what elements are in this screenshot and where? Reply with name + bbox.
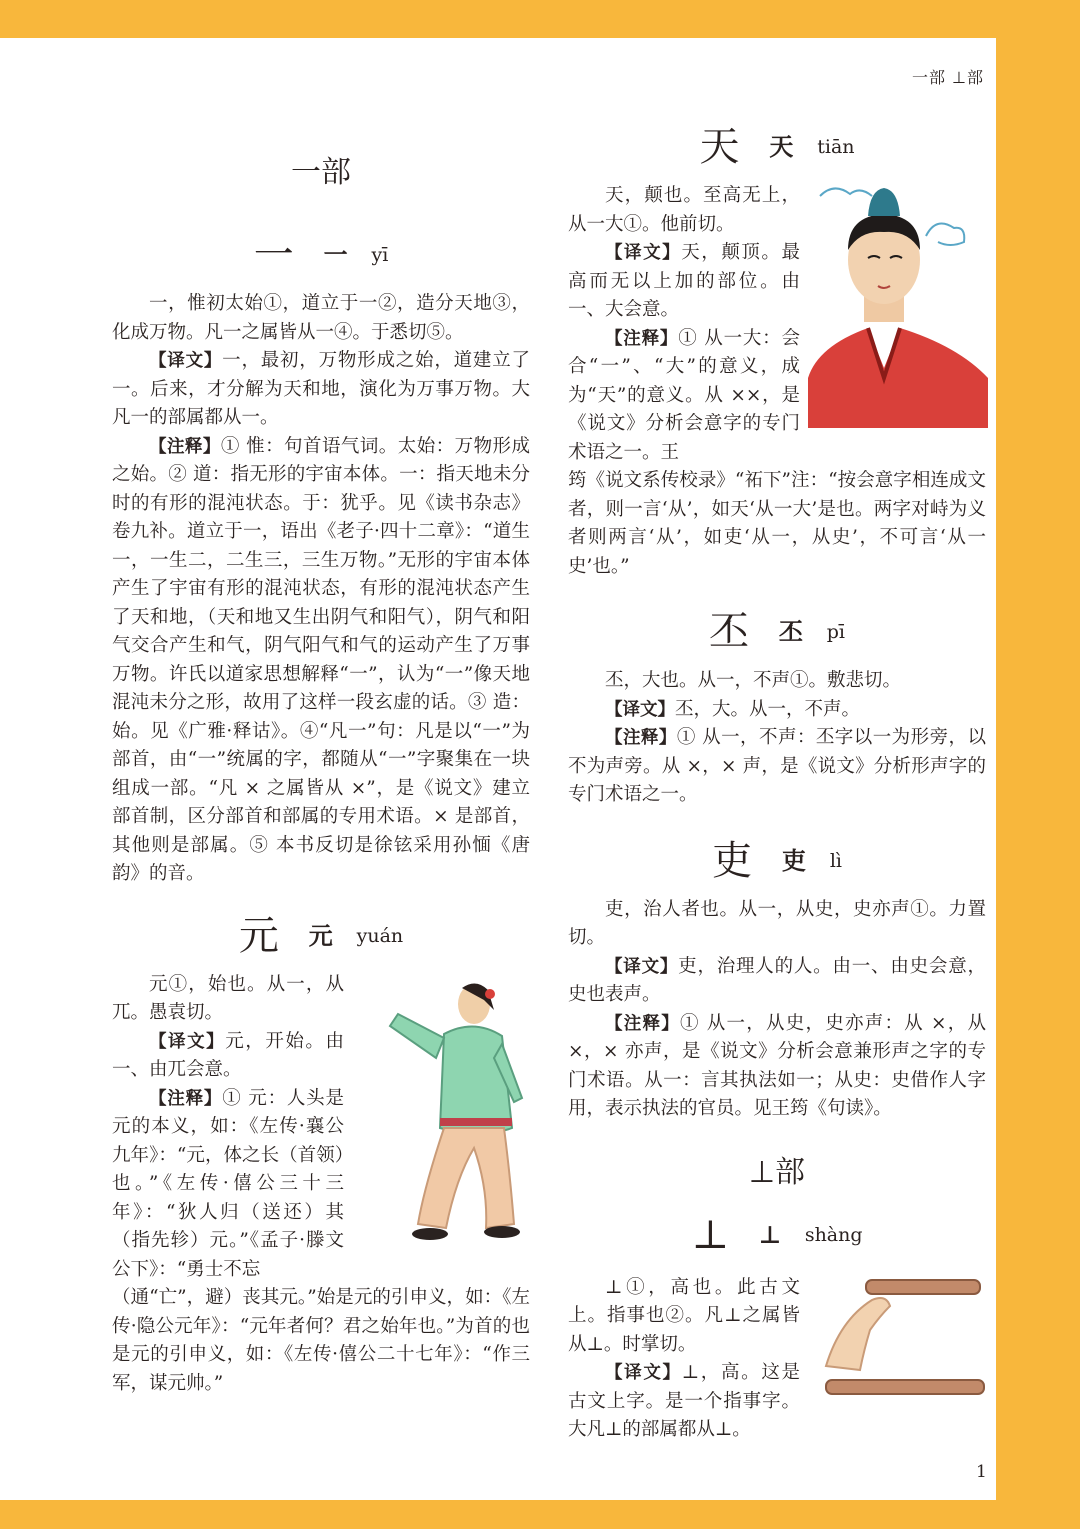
- label-yiwen: 【译文】: [605, 699, 675, 720]
- lower-bar: [826, 1380, 984, 1394]
- label-zhushi: 【注释】: [605, 728, 677, 748]
- entry-heading-shang: [568, 1206, 986, 1264]
- entry-heading-yuan: [112, 907, 530, 965]
- page-number: 1: [976, 1462, 987, 1482]
- running-header: 一部 ⊥部: [911, 68, 984, 87]
- entry-text-li: 吏，治人者也。从一，从史，史亦声①。力置切。: [568, 898, 986, 948]
- entry-text-shang: ⊥①，高也。此古文上。指事也②。凡⊥之属皆从⊥。时掌切。: [568, 1276, 800, 1355]
- hand-over-bar-illustration: [820, 1270, 990, 1400]
- notes-tian-a: [568, 325, 800, 468]
- section-title-shang: ⊥部: [748, 1154, 806, 1190]
- translation-text: 元，开始。由一、由兀会意。: [112, 1030, 344, 1080]
- right-shoe: [484, 1226, 520, 1238]
- notes-text: ① 惟：句首语气词。太始：万物形成之始。② 道：指无形的宇宙本体。一：指天地未分时的有形的混沌状态。于：犹乎。见《读书杂志》卷九补。道立于一，语出《老子·四十二章》：“道生一，一生二，二生三，三生万物。”无形的宇宙本体产生了宇宙有形的混沌状态，有形的混沌状态产生了天和地，（天和地又生出阴气和阳气），阴气和阳气交合产生和气，阴气阳气和气的运动产生了万事万物。许氏以道家思想解释“一”，认为“一”像天地混沌未分之形，故用了这样一段玄虚的话。③ 造：始。见《广雅·释诂》。④“凡一”句：凡是以“一”为部首，由“一”统属的字，都随从“一”字聚集在一块组成一部。“凡 × 之属皆从 ×”，是《说文》建立部首制，区分部首和部属的专用术语。× 是部首，其他则是部属。⑤ 本书反切是徐铉采用孙愐《唐韵》的音。: [112, 435, 530, 884]
- translation-text: ⊥，高。这是古文上字。是一个指事字。大凡⊥的部属都从⊥。: [568, 1362, 801, 1440]
- label-yiwen: 【译文】: [605, 243, 682, 263]
- cloud-icon: [820, 188, 872, 196]
- seal-glyph: 吏: [712, 837, 753, 884]
- upper-bar: [866, 1280, 980, 1294]
- label-zhushi: 【注释】: [149, 1088, 223, 1109]
- book-page: [0, 38, 996, 1500]
- seal-glyph: ⊥: [691, 1211, 730, 1258]
- entry-text-pi: 丕，大也。从一，不声①。敷悲切。: [605, 670, 902, 691]
- translation-text: 丕，大。从一，不声。: [675, 698, 861, 720]
- entry-text-tian: 天，颠也。至高无上，从一大①。他前切。: [568, 185, 800, 235]
- notes-text: ① 从一，从史，史亦声：从 ×，从 ×，× 亦声，是《说文》分析会意兼形声之字的专门术语。从一：言其执法如一；从史：史借作人字用，表示执法的官员。见王筠《句读》。: [568, 1012, 987, 1119]
- entry-char: 天: [769, 133, 794, 161]
- translation-text: 一，最初，万物形成之始，道建立了一。后来，才分解为天和地，演化为万事万物。大凡一的部属都从一。: [112, 350, 530, 428]
- seal-glyph: 一: [253, 232, 294, 278]
- belt: [440, 1118, 512, 1126]
- entry-pinyin: yī: [371, 244, 389, 266]
- tian-wrapped-block: [568, 182, 800, 467]
- entry-char: 吏: [781, 846, 806, 875]
- yuan-wrapped-block: [112, 971, 344, 1285]
- seal-glyph: 丕: [708, 609, 749, 655]
- translation-li: [568, 953, 986, 1010]
- green-robe: [440, 1026, 512, 1134]
- entry-char: 元: [308, 921, 333, 950]
- hair-cap: [868, 188, 900, 216]
- left-shoe: [412, 1228, 448, 1240]
- section-title-yi: 一部: [291, 155, 351, 190]
- notes-text: ① 从一，不声：丕字以一为形旁，以不为声旁。从 ×，× 声，是《说文》分析形声字的专门术语之一。: [568, 727, 986, 805]
- translation-shang: [568, 1359, 800, 1445]
- entry-pinyin: yuán: [356, 924, 404, 947]
- hair-band: [485, 989, 495, 999]
- shang-wrapped-block: [568, 1274, 800, 1445]
- entry-heading-tian: [568, 118, 986, 176]
- entry-pinyin: tiān: [817, 136, 855, 158]
- entry-char: ⊥: [758, 1220, 781, 1249]
- seal-glyph: 元: [238, 912, 279, 959]
- raised-arm: [390, 1014, 444, 1058]
- notes-yuan-a: [112, 1085, 344, 1285]
- seal-glyph: 天: [699, 124, 740, 170]
- entry-text-yuan: 元①，始也。从一，从兀。愚袁切。: [112, 973, 344, 1023]
- entry-pinyin: pī: [826, 621, 846, 643]
- label-yiwen: 【译文】: [605, 956, 679, 977]
- entry-heading-yi: [112, 226, 530, 284]
- notes-yi: [112, 433, 530, 889]
- entry-heading-li: [568, 832, 986, 890]
- translation-text: 吏，治理人的人。由一、由史会意，史也表声。: [568, 955, 986, 1005]
- entry-pinyin: shàng: [804, 1223, 863, 1246]
- notes-li: [568, 1010, 986, 1124]
- trousers: [418, 1128, 514, 1228]
- notes-tian-b: 筠《说文系传校录》“祏下”注：“按会意字相连成文者，则一言‘从’，如天‘从一大’是也。两字对峙为义者则两言‘从’，如吏‘从一，从史’，不可言‘从一史’也。”: [568, 470, 986, 577]
- entry-heading-pi: [568, 603, 986, 661]
- red-robe: [808, 328, 988, 428]
- label-zhushi: 【注释】: [605, 328, 679, 349]
- translation-pi: [568, 696, 986, 725]
- entry-char: 丕: [778, 618, 803, 646]
- notes-text: ① 元：人头是元的本义，如：《左传·襄公九年》：“元，体之长（首领）也。”《左传·僖公三十三年》：“狄人归（送还）其（指先轸）元。”《孟子·滕文公下》：“勇士不忘: [112, 1087, 344, 1280]
- entry-text-yi: 一，惟初太始①，道立于一②，造分天地③，化成万物。凡一之属皆从一④。于悉切⑤。: [112, 293, 530, 343]
- scholar-portrait-illustration: [808, 178, 988, 428]
- notes-text: ① 从一大：会合“一”、“大”的意义，成为“天”的意义。从 ××，是《说文》分析会意字的专门术语之一。王: [568, 327, 800, 463]
- notes-yuan-b: （通“亡”，避）丧其元。”始是元的引申义，如：《左传·隐公元年》：“元年者何？君之始年也。”为首的也是元的引申义，如：《左传·僖公二十七年》：“作三军，谋元帅。”: [112, 1287, 530, 1394]
- label-zhushi: 【注释】: [605, 1013, 680, 1034]
- label-yiwen: 【译文】: [605, 1363, 682, 1383]
- cloud-icon: [926, 224, 964, 246]
- label-yiwen: 【译文】: [149, 351, 223, 371]
- translation-tian: [568, 239, 800, 325]
- entry-pinyin: lì: [829, 849, 842, 872]
- notes-pi: [568, 724, 986, 810]
- translation-yi: [112, 347, 530, 433]
- translation-yuan: [112, 1028, 344, 1085]
- hand-icon: [826, 1298, 890, 1370]
- label-yiwen: 【译文】: [149, 1031, 226, 1052]
- figure-pointing-head-illustration: [384, 978, 534, 1254]
- label-zhushi: 【注释】: [149, 436, 221, 457]
- entry-char: 一: [323, 241, 348, 269]
- translation-text: 天，颠顶。最高而无以上加的部位。由一、大会意。: [568, 242, 800, 320]
